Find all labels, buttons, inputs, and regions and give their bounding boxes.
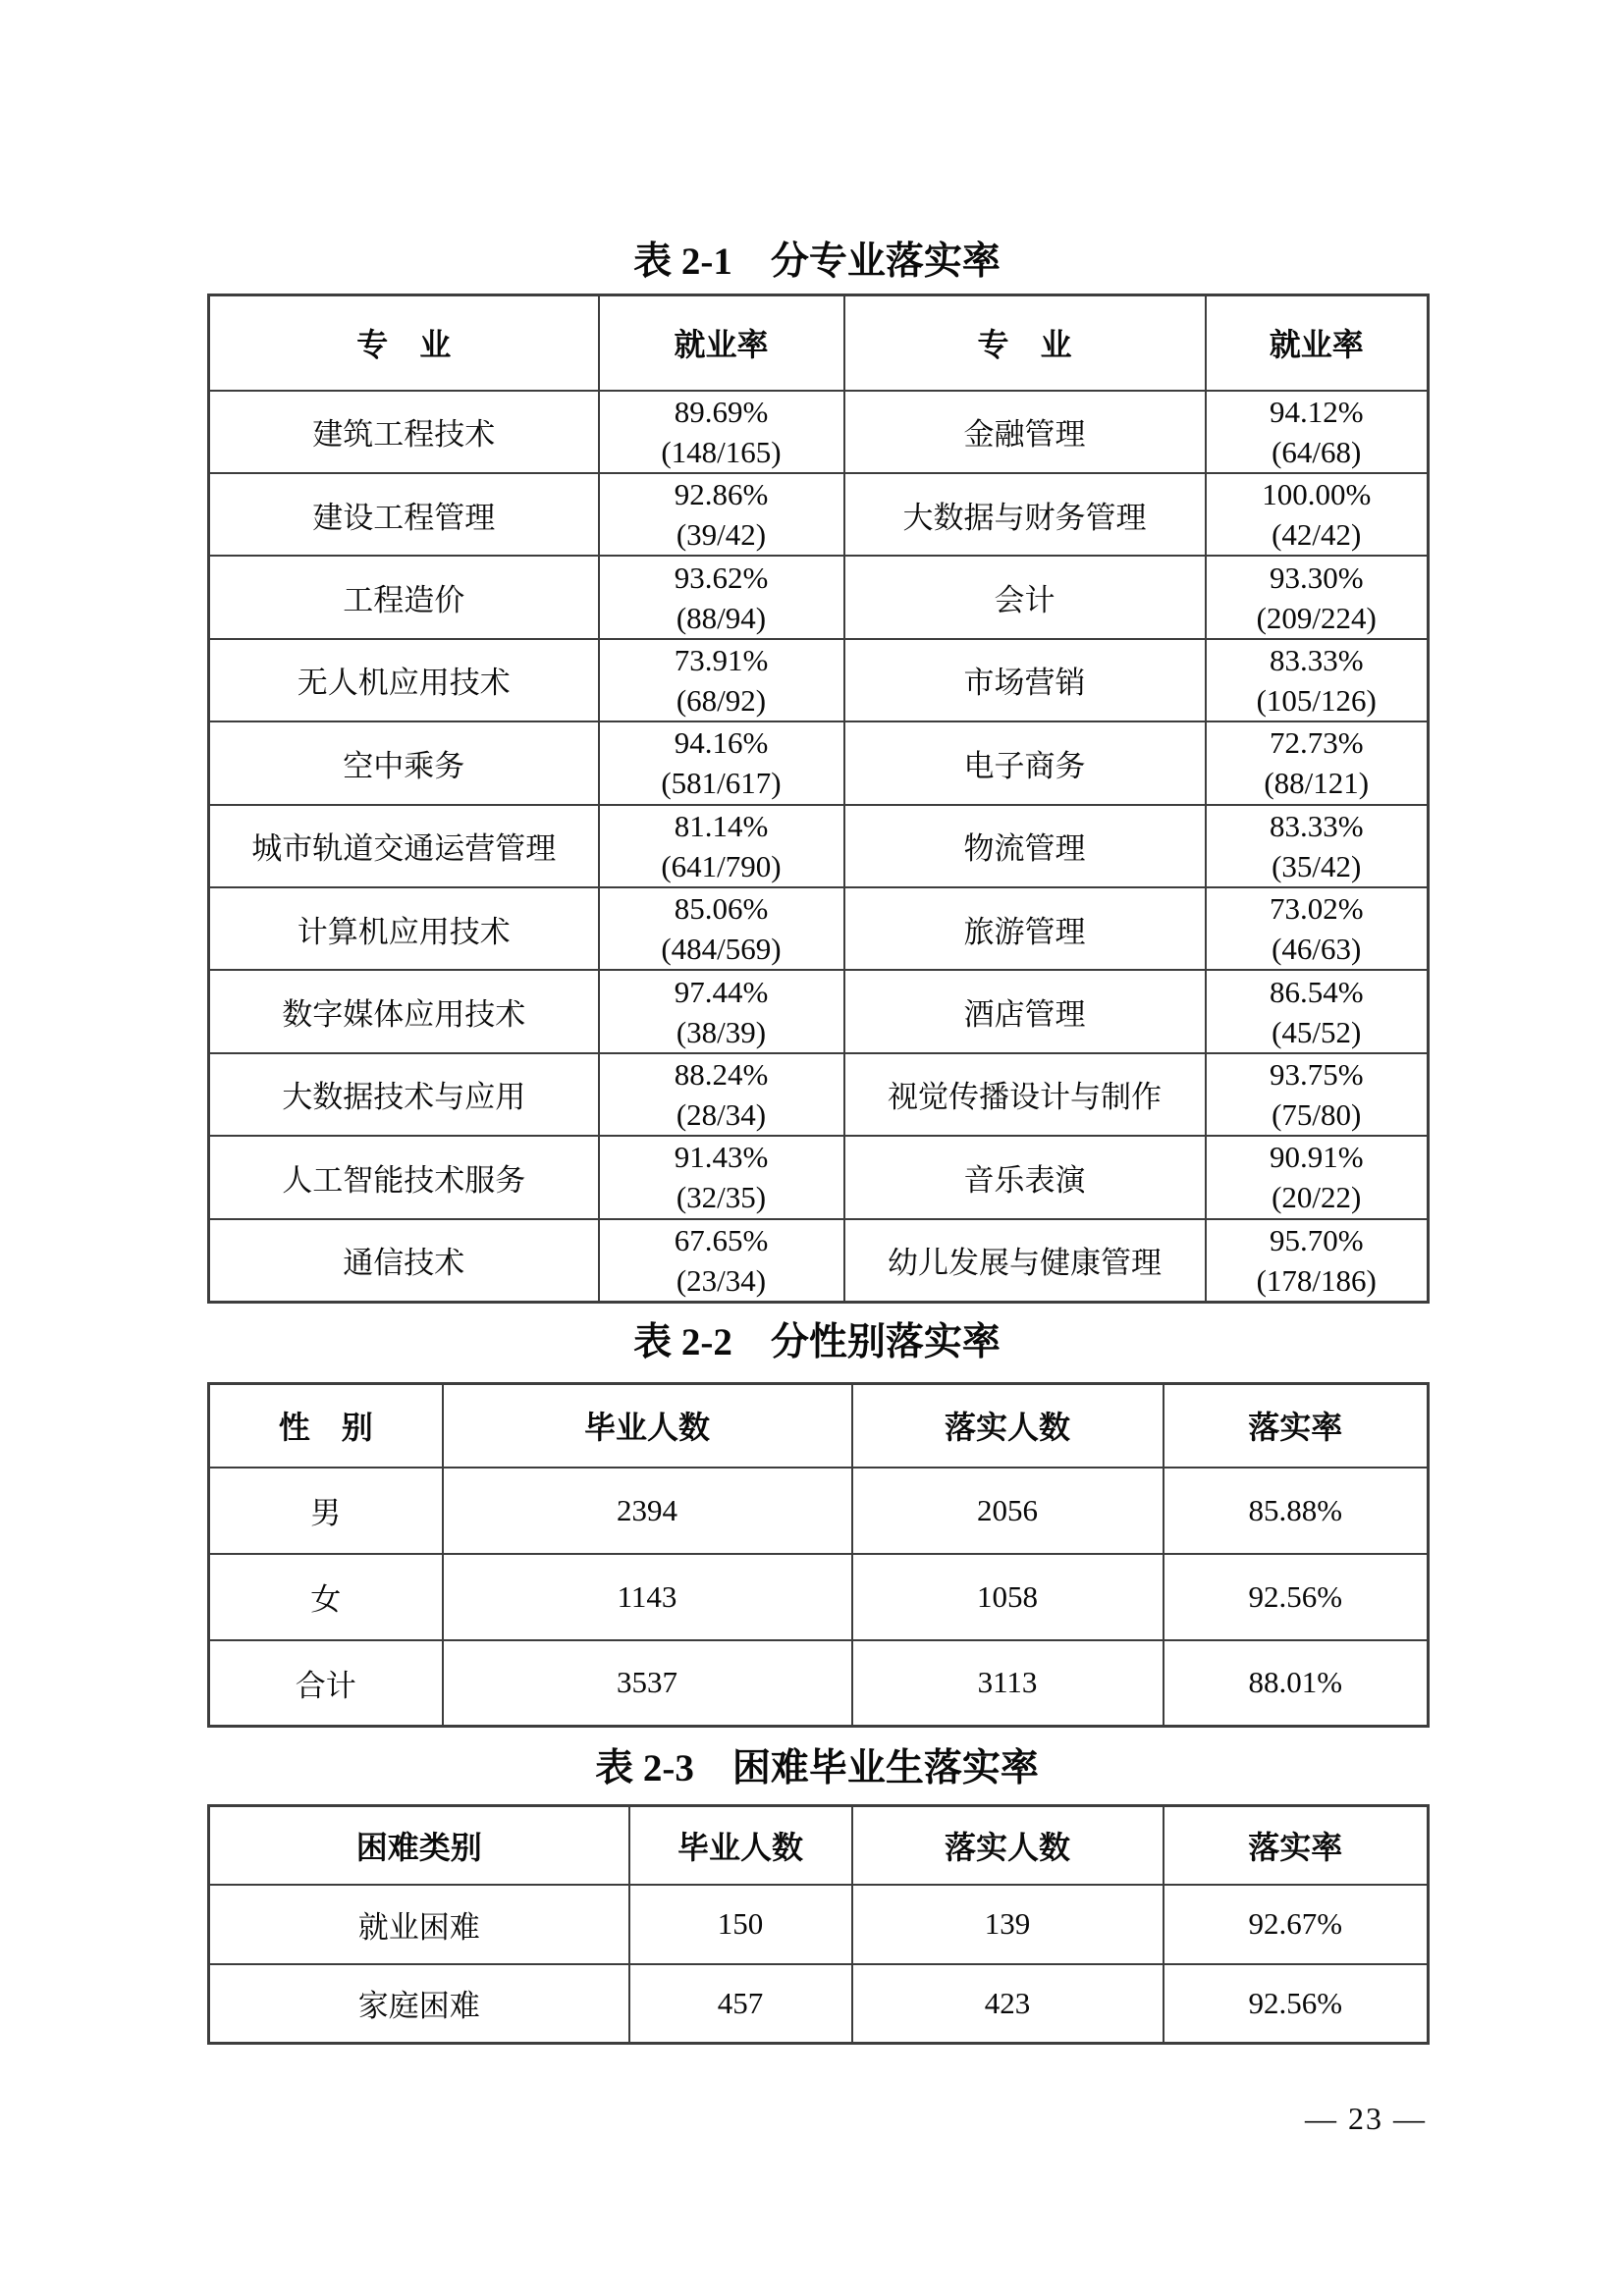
rate-percent: 94.12% bbox=[1269, 394, 1364, 429]
employment-rate bbox=[1206, 556, 1429, 638]
employment-rate bbox=[599, 805, 844, 887]
major-name: 大数据技术与应用 bbox=[209, 1053, 599, 1136]
graduates-count: 150 bbox=[629, 1885, 852, 1964]
table-row bbox=[209, 1554, 1429, 1640]
col-header-rate: 落实率 bbox=[1164, 1806, 1429, 1885]
gender-label: 合计 bbox=[209, 1640, 443, 1727]
major-name: 酒店管理 bbox=[844, 970, 1206, 1052]
difficulty-type: 家庭困难 bbox=[209, 1964, 629, 2044]
major-name: 视觉传播设计与制作 bbox=[844, 1053, 1206, 1136]
table1-title: 表 2-1 分专业落实率 bbox=[633, 240, 1001, 283]
table-row bbox=[209, 1468, 1429, 1554]
col-header-graduates: 毕业人数 bbox=[629, 1806, 852, 1885]
employment-rate bbox=[599, 887, 844, 970]
major-name: 建设工程管理 bbox=[209, 473, 599, 556]
rate-fraction: (178/186) bbox=[1256, 1262, 1377, 1298]
rate-fraction: (28/34) bbox=[676, 1096, 767, 1132]
difficulty-type: 就业困难 bbox=[209, 1885, 629, 1964]
rate-percent: 81.14% bbox=[674, 808, 769, 843]
graduates-count: 1143 bbox=[443, 1554, 852, 1640]
rate-fraction: (42/42) bbox=[1272, 517, 1362, 553]
col-header-difficulty-type: 困难类别 bbox=[209, 1806, 629, 1885]
table-rate-by-major bbox=[207, 294, 1430, 1304]
major-name: 幼儿发展与健康管理 bbox=[844, 1219, 1206, 1303]
header-row bbox=[209, 295, 1429, 391]
rate-fraction: (46/63) bbox=[1272, 932, 1362, 967]
rate-percent: 95.70% bbox=[1269, 1222, 1364, 1257]
employed-count: 3113 bbox=[852, 1640, 1164, 1727]
employment-rate bbox=[1206, 970, 1429, 1052]
employment-rate bbox=[1206, 1136, 1429, 1218]
rate-percent: 93.75% bbox=[1269, 1056, 1364, 1092]
table-row bbox=[209, 1964, 1429, 2044]
table-row bbox=[209, 805, 1429, 887]
rate-fraction: (209/224) bbox=[1256, 600, 1377, 635]
table2-title: 表 2-2 分性别落实率 bbox=[633, 1321, 1001, 1363]
table3-title: 表 2-3 困难毕业生落实率 bbox=[595, 1747, 1039, 1789]
major-name: 会计 bbox=[844, 556, 1206, 638]
employment-rate bbox=[1206, 887, 1429, 970]
employment-rate bbox=[599, 1219, 844, 1303]
col-header-major-left: 专 业 bbox=[209, 295, 599, 391]
rate-percent: 89.69% bbox=[674, 394, 769, 429]
rate-percent: 90.91% bbox=[1269, 1140, 1364, 1175]
rate-percent: 97.44% bbox=[674, 974, 769, 1009]
rate-fraction: (38/39) bbox=[676, 1014, 767, 1049]
col-header-major-right: 专 业 bbox=[844, 295, 1206, 391]
major-name: 工程造价 bbox=[209, 556, 599, 638]
major-name: 大数据与财务管理 bbox=[844, 473, 1206, 556]
table-row bbox=[209, 391, 1429, 473]
employment-rate bbox=[599, 556, 844, 638]
employment-rate bbox=[1206, 721, 1429, 804]
gender-label: 女 bbox=[209, 1554, 443, 1640]
major-name: 空中乘务 bbox=[209, 721, 599, 804]
gender-label: 男 bbox=[209, 1468, 443, 1554]
employment-rate bbox=[599, 391, 844, 473]
employment-rate bbox=[1206, 1053, 1429, 1136]
rate-fraction: (148/165) bbox=[661, 434, 782, 469]
rate-fraction: (581/617) bbox=[661, 766, 782, 801]
major-name: 通信技术 bbox=[209, 1219, 599, 1303]
employment-rate bbox=[599, 639, 844, 721]
header-row bbox=[209, 1806, 1429, 1885]
employment-rate bbox=[599, 473, 844, 556]
rate-percent: 91.43% bbox=[674, 1140, 769, 1175]
table-row bbox=[209, 1053, 1429, 1136]
employment-rate bbox=[599, 721, 844, 804]
major-name: 音乐表演 bbox=[844, 1136, 1206, 1218]
employment-rate bbox=[1206, 391, 1429, 473]
graduates-count: 3537 bbox=[443, 1640, 852, 1727]
rate-percent: 73.02% bbox=[1269, 891, 1364, 927]
rate-percent: 83.33% bbox=[1269, 808, 1364, 843]
col-header-rate: 落实率 bbox=[1164, 1384, 1429, 1468]
employment-rate bbox=[1206, 1219, 1429, 1303]
rate-fraction: (32/35) bbox=[676, 1180, 767, 1215]
table-rate-disadvantaged bbox=[207, 1804, 1430, 2045]
rate-fraction: (45/52) bbox=[1272, 1014, 1362, 1049]
rate-percent: 88.24% bbox=[674, 1056, 769, 1092]
rate-fraction: (88/121) bbox=[1264, 766, 1370, 801]
rate-fraction: (23/34) bbox=[676, 1262, 767, 1298]
graduates-count: 2394 bbox=[443, 1468, 852, 1554]
rate-percent: 72.73% bbox=[1269, 725, 1364, 761]
employment-rate: 85.88% bbox=[1164, 1468, 1429, 1554]
major-name: 城市轨道交通运营管理 bbox=[209, 805, 599, 887]
rate-percent: 94.16% bbox=[674, 725, 769, 761]
employment-rate: 92.67% bbox=[1164, 1885, 1429, 1964]
major-name: 旅游管理 bbox=[844, 887, 1206, 970]
col-header-rate-right: 就业率 bbox=[1206, 295, 1429, 391]
rate-fraction: (20/22) bbox=[1272, 1180, 1362, 1215]
table-row bbox=[209, 556, 1429, 638]
rate-fraction: (39/42) bbox=[676, 517, 767, 553]
table-row bbox=[209, 639, 1429, 721]
employment-rate bbox=[1206, 639, 1429, 721]
col-header-rate-left: 就业率 bbox=[599, 295, 844, 391]
major-name: 人工智能技术服务 bbox=[209, 1136, 599, 1218]
rate-fraction: (68/92) bbox=[676, 682, 767, 718]
rate-percent: 85.06% bbox=[674, 891, 769, 927]
table-row bbox=[209, 721, 1429, 804]
rate-percent: 93.62% bbox=[674, 560, 769, 595]
rate-fraction: (484/569) bbox=[661, 932, 782, 967]
graduates-count: 457 bbox=[629, 1964, 852, 2044]
page-number: — 23 — bbox=[1305, 2101, 1427, 2136]
employment-rate: 88.01% bbox=[1164, 1640, 1429, 1727]
rate-fraction: (105/126) bbox=[1256, 682, 1377, 718]
major-name: 无人机应用技术 bbox=[209, 639, 599, 721]
rate-fraction: (64/68) bbox=[1272, 434, 1362, 469]
employed-count: 139 bbox=[852, 1885, 1164, 1964]
employment-rate bbox=[599, 970, 844, 1052]
major-name: 物流管理 bbox=[844, 805, 1206, 887]
rate-fraction: (35/42) bbox=[1272, 848, 1362, 883]
rate-percent: 86.54% bbox=[1269, 974, 1364, 1009]
employment-rate bbox=[599, 1053, 844, 1136]
rate-percent: 83.33% bbox=[1269, 642, 1364, 677]
table-row bbox=[209, 473, 1429, 556]
employment-rate: 92.56% bbox=[1164, 1554, 1429, 1640]
employed-count: 1058 bbox=[852, 1554, 1164, 1640]
employment-rate: 92.56% bbox=[1164, 1964, 1429, 2044]
rate-percent: 100.00% bbox=[1262, 477, 1372, 512]
rate-percent: 73.91% bbox=[674, 642, 769, 677]
major-name: 金融管理 bbox=[844, 391, 1206, 473]
table-row bbox=[209, 1136, 1429, 1218]
rate-fraction: (641/790) bbox=[661, 848, 782, 883]
rate-percent: 92.86% bbox=[674, 477, 769, 512]
table-row bbox=[209, 1219, 1429, 1303]
table-row bbox=[209, 1885, 1429, 1964]
employed-count: 423 bbox=[852, 1964, 1164, 2044]
table-rate-by-gender bbox=[207, 1382, 1430, 1728]
table-row bbox=[209, 1640, 1429, 1727]
col-header-employed: 落实人数 bbox=[852, 1384, 1164, 1468]
table-row bbox=[209, 970, 1429, 1052]
employment-rate bbox=[1206, 805, 1429, 887]
employed-count: 2056 bbox=[852, 1468, 1164, 1554]
col-header-gender: 性 别 bbox=[209, 1384, 443, 1468]
major-name: 市场营销 bbox=[844, 639, 1206, 721]
table-row bbox=[209, 887, 1429, 970]
employment-rate bbox=[1206, 473, 1429, 556]
rate-percent: 67.65% bbox=[674, 1222, 769, 1257]
col-header-graduates: 毕业人数 bbox=[443, 1384, 852, 1468]
header-row bbox=[209, 1384, 1429, 1468]
rate-fraction: (88/94) bbox=[676, 600, 767, 635]
rate-fraction: (75/80) bbox=[1272, 1096, 1362, 1132]
major-name: 计算机应用技术 bbox=[209, 887, 599, 970]
major-name: 建筑工程技术 bbox=[209, 391, 599, 473]
major-name: 电子商务 bbox=[844, 721, 1206, 804]
employment-rate bbox=[599, 1136, 844, 1218]
major-name: 数字媒体应用技术 bbox=[209, 970, 599, 1052]
rate-percent: 93.30% bbox=[1269, 560, 1364, 595]
col-header-employed: 落实人数 bbox=[852, 1806, 1164, 1885]
